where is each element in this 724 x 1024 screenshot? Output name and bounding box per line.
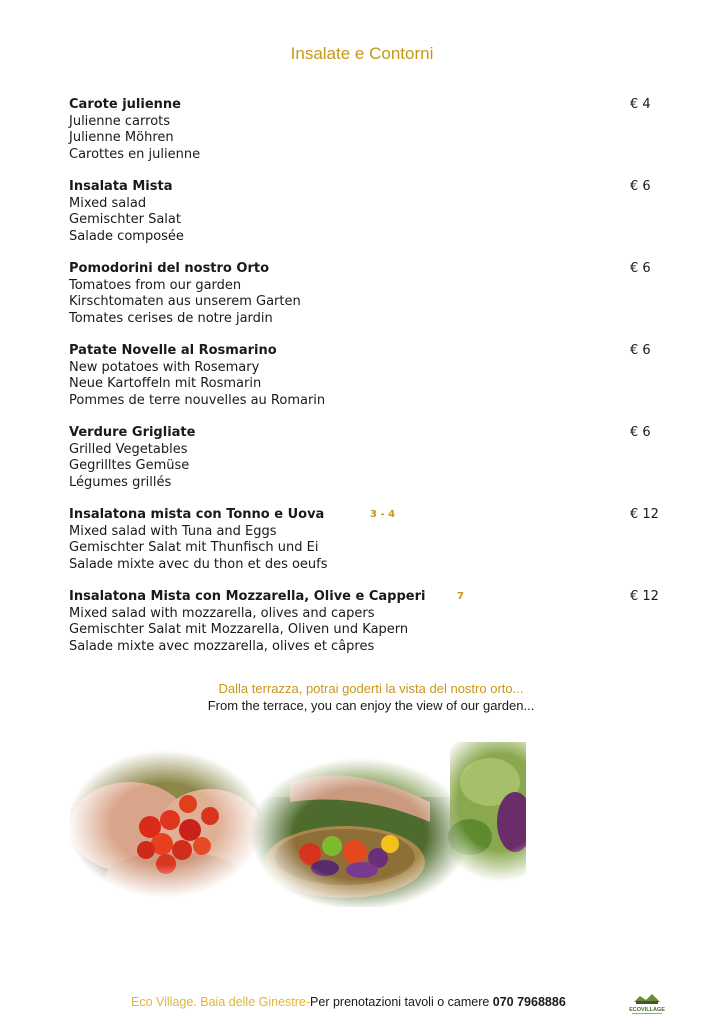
item-price: € 6 (630, 261, 651, 276)
menu-item (69, 589, 669, 655)
item-translation-fr: Carottes en julienne (69, 146, 201, 162)
item-translation-de: Gemischter Salat (69, 212, 181, 227)
item-price: € 12 (630, 507, 659, 522)
item-price: € 6 (630, 179, 651, 194)
item-translation-en: Tomatoes from our garden (69, 277, 242, 293)
eggplant-plant-photo (448, 742, 526, 882)
garden-caption-english: From the terrace, you can enjoy the view of our garden... (207, 698, 535, 713)
item-name: Carote julienne (69, 97, 181, 112)
svg-text:ECOVILLAGE: ECOVILLAGE (629, 1007, 665, 1013)
footer (131, 995, 566, 1009)
allergen-codes: 7 (457, 591, 464, 602)
item-translation-de: Julienne Möhren (69, 130, 174, 145)
item-translation-fr: Salade mixte avec mozzarella, olives et câpres (69, 638, 375, 654)
item-translation-de: Neue Kartoffeln mit Rosmarin (69, 376, 262, 391)
menu-item (69, 179, 669, 245)
eco-village-logo (626, 990, 668, 1016)
menu-item (69, 97, 669, 163)
garden-photo-collage (70, 742, 526, 907)
item-translation-fr: Légumes grillés (69, 474, 172, 490)
menu-item (69, 343, 669, 409)
item-translation-fr: Salade mixte avec du thon et des oeufs (69, 556, 328, 572)
item-name: Patate Novelle al Rosmarino (69, 343, 277, 358)
item-name: Pomodorini del nostro Orto (69, 261, 269, 276)
item-price: € 6 (630, 343, 651, 358)
item-translation-fr: Tomates cerises de notre jardin (69, 310, 273, 326)
item-name: Insalatona Mista con Mozzarella, Olive e Capperi (69, 589, 426, 604)
item-price: € 4 (630, 97, 651, 112)
item-translation-en: Mixed salad with Tuna and Eggs (69, 523, 277, 539)
item-translation-fr: Salade composée (69, 228, 184, 244)
item-translation-en: Mixed salad with mozzarella, olives and capers (69, 605, 375, 621)
item-translation-de: Gegrilltes Gemüse (69, 458, 190, 473)
menu-item (69, 507, 669, 573)
item-translation-de: Gemischter Salat mit Thunfisch und Ei (69, 540, 319, 555)
page-title: Insalate e Contorni (290, 44, 434, 63)
item-price: € 12 (630, 589, 659, 604)
item-name: Insalata Mista (69, 179, 173, 194)
item-name: Verdure Grigliate (69, 425, 196, 440)
footer-booking-text: Per prenotazioni tavoli o camere (310, 995, 493, 1009)
item-translation-de: Kirschtomaten aus unserem Garten (69, 294, 301, 309)
item-translation-en: Grilled Vegetables (69, 441, 188, 457)
item-translation-en: Julienne carrots (69, 113, 171, 129)
tomatoes-in-hands-photo (70, 742, 270, 907)
item-translation-en: New potatoes with Rosemary (69, 359, 260, 375)
item-translation-fr: Pommes de terre nouvelles au Romarin (69, 392, 326, 408)
allergen-codes: 3 - 4 (370, 509, 396, 520)
garden-caption-italian: Dalla terrazza, potrai goderti la vista del nostro orto... (218, 681, 524, 696)
menu-item (69, 261, 669, 327)
vegetable-basket-photo (245, 742, 485, 907)
menu-item (69, 425, 669, 491)
item-name: Insalatona mista con Tonno e Uova (69, 507, 325, 522)
item-price: € 6 (630, 425, 651, 440)
item-translation-en: Mixed salad (69, 195, 147, 211)
footer-brand: Eco Village. Baia delle Ginestre- (131, 995, 311, 1009)
footer-phone: 070 7968886 (492, 995, 566, 1009)
item-translation-de: Gemischter Salat mit Mozzarella, Oliven und Kapern (69, 622, 409, 637)
